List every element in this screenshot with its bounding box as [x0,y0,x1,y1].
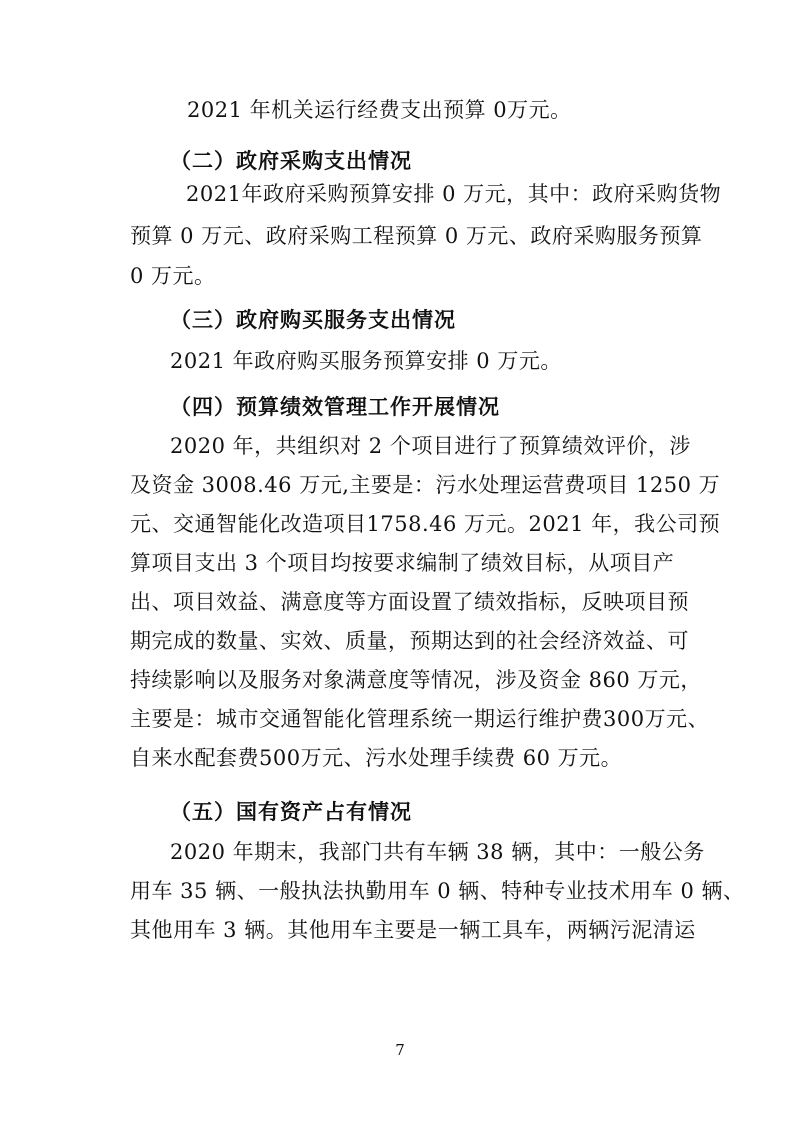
section-heading: （三）政府购买服务支出情况 [170,307,456,332]
text-line: 2021年政府采购预算安排 0 万元，其中：政府采购货物 [186,182,722,206]
text-line: 其他用车 3 辆。其他用车主要是一辆工具车，两辆污泥清运 [130,918,696,942]
section-heading: （四）预算绩效管理工作开展情况 [170,394,500,419]
text-line: 期完成的数量、实效、质量，预期达到的社会经济效益、可 [130,629,689,653]
text-line: 持续影响以及服务对象满意度等情况，涉及资金 860 万元， [130,668,702,692]
page-number: 7 [395,1041,405,1059]
text-line: 2021 年机关运行经费支出预算 0万元。 [187,98,572,122]
text-line: 0 万元。 [130,264,216,288]
text-line: 2020 年期末，我部门共有车辆 38 辆，其中：一般公务 [170,840,705,864]
text-line: 自来水配套费500万元、污水处理手续费 60 万元。 [130,746,623,770]
text-line: 及资金 3008.46 万元,主要是：污水处理运营费项目 1250 万 [130,473,721,497]
text-line: 2020 年，共组织对 2 个项目进行了预算绩效评价，涉 [170,434,691,458]
text-line: 算项目支出 3 个项目均按要求编制了绩效目标，从项目产 [130,551,675,575]
section-heading: （二）政府采购支出情况 [170,148,412,173]
text-line: 用车 35 辆、一般执法执勤用车 0 辆、特种专业技术用车 0 辆、 [130,879,745,903]
text-line: 预算 0 万元、政府采购工程预算 0 万元、政府采购服务预算 [130,224,703,248]
text-line: 主要是：城市交通智能化管理系统一期运行维护费300万元、 [130,707,710,731]
text-line: 2021 年政府购买服务预算安排 0 万元。 [170,349,562,373]
text-line: 出、项目效益、满意度等方面设置了绩效指标，反映项目预 [130,590,689,614]
section-heading: （五）国有资产占有情况 [170,799,412,824]
text-line: 元、交通智能化改造项目1758.46 万元。2021 年，我公司预 [130,512,721,536]
